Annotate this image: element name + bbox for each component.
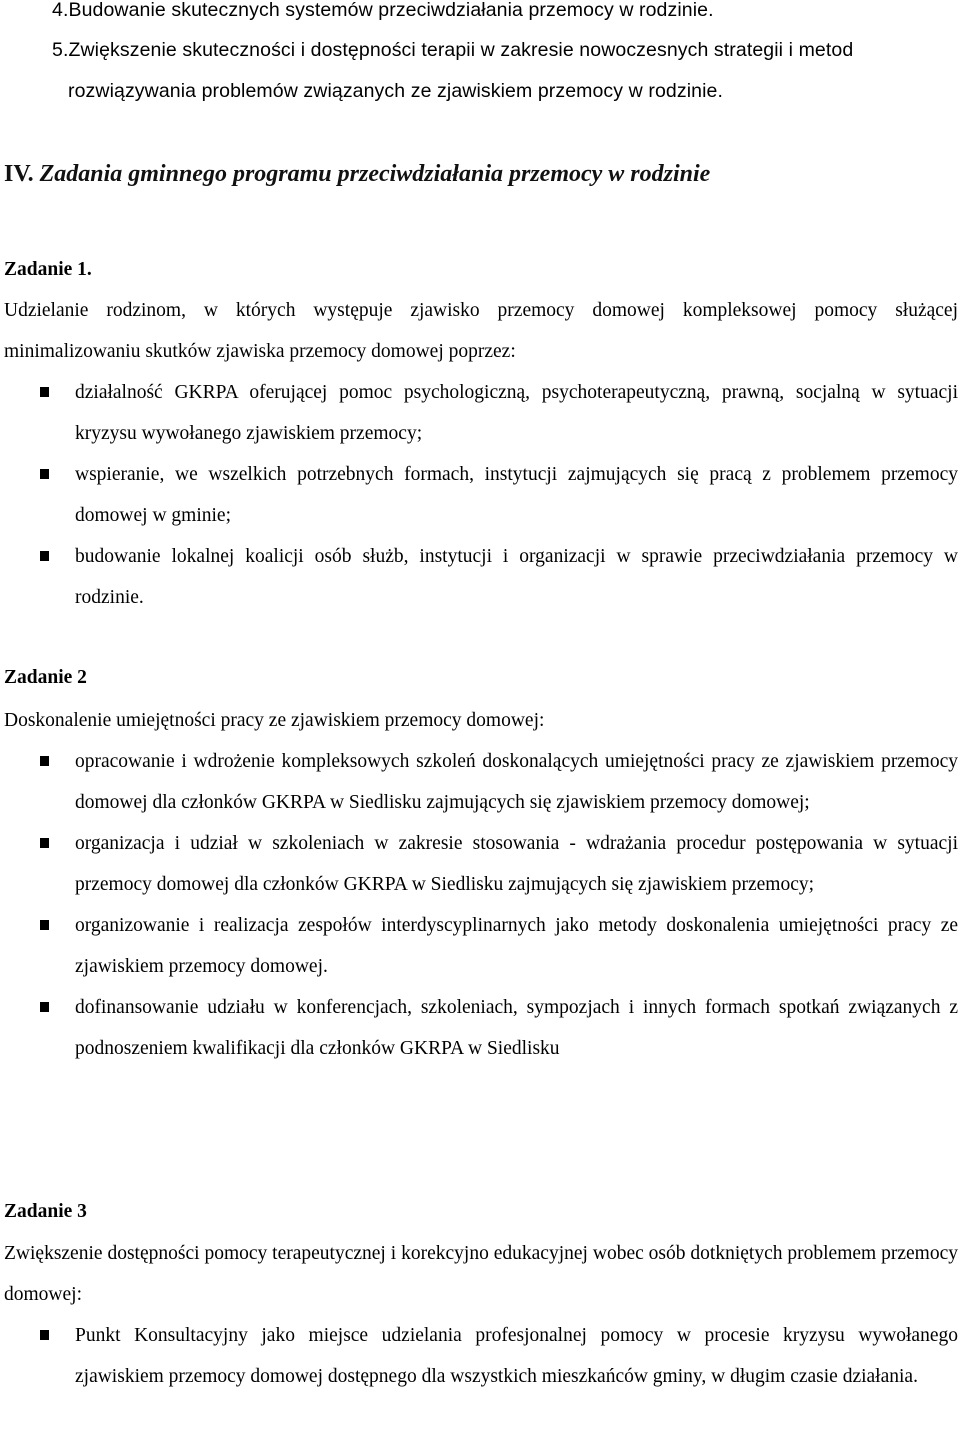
square-bullet-icon xyxy=(40,469,49,479)
task-2-description: Doskonalenie umiejętności pracy ze zjawiskiem przemocy domowej: xyxy=(4,710,545,731)
list-item xyxy=(0,454,960,536)
task-1-list xyxy=(0,372,960,618)
section-numeral: IV. xyxy=(4,161,34,187)
square-bullet-icon xyxy=(40,1002,49,1012)
list-item xyxy=(0,741,960,823)
list-item-text: wspieranie, we wszelkich potrzebnych formach, instytucji zajmujących się pracą z problemem przemocy domowej w gminie; xyxy=(75,464,958,526)
section-title: Zadania gminnego programu przeciwdziałania przemocy w rodzinie xyxy=(39,161,711,187)
task-1-title: Zadanie 1. xyxy=(4,259,92,280)
task-2-title: Zadanie 2 xyxy=(4,667,87,688)
list-item-text: opracowanie i wdrożenie kompleksowych szkoleń doskonalących umiejętności pracy ze zjawiskiem przemocy domowej dla członków GKRPA w Siedlisku zajmujących się zjawiskiem przemocy domowej; xyxy=(75,751,958,813)
task-3-title: Zadanie 3 xyxy=(4,1201,87,1222)
list-item-text: budowanie lokalnej koalicji osób służb, instytucji i organizacji w sprawie przeciwdziałania przemocy w rodzinie. xyxy=(75,546,958,608)
square-bullet-icon xyxy=(40,920,49,930)
list-item xyxy=(0,372,960,454)
task-2-list xyxy=(0,741,960,1069)
intro-line-5-continued: rozwiązywania problemów związanych ze zjawiskiem przemocy w rodzinie. xyxy=(68,80,723,102)
list-item-text: organizowanie i realizacja zespołów interdyscyplinarnych jako metody doskonalenia umiejętności pracy ze zjawiskiem przemocy domowej. xyxy=(75,915,958,977)
list-item xyxy=(0,823,960,905)
intro-line-4: 4.Budowanie skutecznych systemów przeciwdziałania przemocy w rodzinie. xyxy=(52,0,714,21)
list-item-text: dofinansowanie udziału w konferencjach, szkoleniach, sympozjach i innych formach spotkań związanych z podnoszeniem kwalifikacji dla członków GKRPA w Siedlisku xyxy=(75,997,958,1059)
list-item xyxy=(0,987,960,1069)
list-item xyxy=(0,1315,960,1397)
list-item-text: Punkt Konsultacyjny jako miejsce udzielania profesjonalnej pomocy w procesie kryzysu wywołanego zjawiskiem przemocy domowej dostępnego dla wszystkich mieszkańców gminy, w długim czasie działania. xyxy=(75,1325,958,1387)
list-item-text: organizacja i udział w szkoleniach w zakresie stosowania - wdrażania procedur postępowania w sytuacji przemocy domowej dla członków GKRPA w Siedlisku zajmujących się zjawiskiem przemocy; xyxy=(75,833,958,895)
section-heading xyxy=(4,158,710,190)
square-bullet-icon xyxy=(40,387,49,397)
list-item xyxy=(0,905,960,987)
square-bullet-icon xyxy=(40,551,49,561)
list-item xyxy=(0,536,960,618)
task-3-list xyxy=(0,1315,960,1397)
intro-line-5: 5.Zwiększenie skuteczności i dostępności terapii w zakresie nowoczesnych strategii i metod xyxy=(52,39,854,61)
square-bullet-icon xyxy=(40,1330,49,1340)
task-3-description: Zwiększenie dostępności pomocy terapeutycznej i korekcyjno edukacyjnej wobec osób dotkniętych problemem przemocy domowej: xyxy=(4,1243,958,1305)
square-bullet-icon xyxy=(40,838,49,848)
square-bullet-icon xyxy=(40,756,49,766)
list-item-text: działalność GKRPA oferującej pomoc psychologiczną, psychoterapeutyczną, prawną, socjalną w sytuacji kryzysu wywołanego zjawiskiem przemocy; xyxy=(75,382,958,444)
task-1-description: Udzielanie rodzinom, w których występuje zjawisko przemocy domowej kompleksowej pomocy służącej minimalizowaniu skutków zjawiska przemocy domowej poprzez: xyxy=(4,300,958,362)
